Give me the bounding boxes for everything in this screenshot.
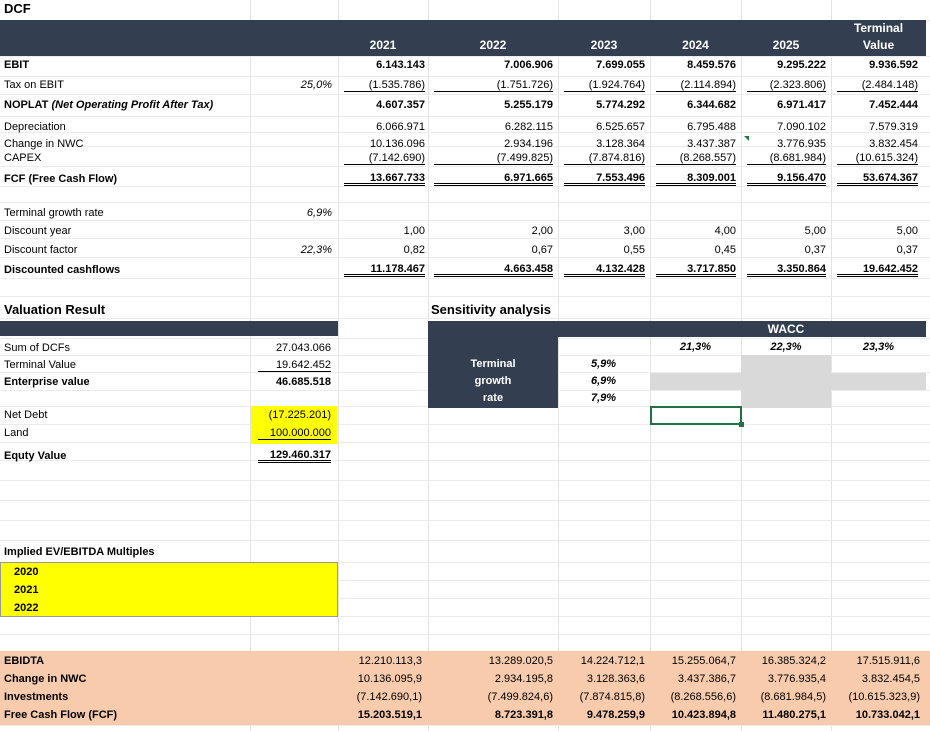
noplat-value-3[interactable]: 5.774.292 bbox=[596, 99, 645, 111]
ebit-value-1[interactable]: 6.143.143 bbox=[376, 59, 425, 71]
ebit-value-5[interactable]: 9.295.222 bbox=[777, 59, 826, 71]
ev-value[interactable]: 46.685.518 bbox=[275, 376, 331, 388]
fcf-table-cell[interactable]: 16.385.324,2 bbox=[761, 655, 826, 667]
gridline bbox=[0, 460, 930, 461]
wacc-value-3[interactable]: 23,3% bbox=[862, 341, 895, 353]
fill-handle[interactable] bbox=[739, 422, 744, 427]
discounted-value-3[interactable]: 4.132.428 bbox=[564, 263, 645, 277]
fcf-table-cell[interactable]: 12.210.113,3 bbox=[358, 655, 422, 667]
land-value[interactable]: 100.000.000 bbox=[258, 426, 331, 440]
capex-value-2[interactable]: (7.499.825) bbox=[434, 151, 553, 165]
discounted-value-6[interactable]: 19.642.452 bbox=[837, 263, 918, 277]
header-2023: 2023 bbox=[590, 38, 618, 52]
fcf-value-6[interactable]: 53.674.367 bbox=[837, 172, 918, 186]
discount-year-value-3[interactable]: 3,00 bbox=[623, 225, 645, 237]
gridline bbox=[0, 725, 930, 726]
discount-factor-value-1[interactable]: 0,82 bbox=[403, 244, 425, 256]
tax-value-1[interactable]: (1.535.786) bbox=[344, 78, 425, 92]
tgr-label: Terminal growth rate bbox=[4, 207, 104, 219]
tgr-label-line1: Terminal bbox=[470, 358, 516, 370]
gridline bbox=[0, 220, 930, 221]
gridline bbox=[558, 0, 559, 731]
discount-year-value-2[interactable]: 2,00 bbox=[531, 225, 553, 237]
sensitivity-header-bar bbox=[428, 321, 926, 337]
noplat-label bbox=[4, 98, 213, 112]
fcf-table-cell[interactable]: (7.142.690,1) bbox=[356, 691, 422, 703]
tax-value-3[interactable]: (1.924.764) bbox=[564, 78, 645, 92]
gridline bbox=[0, 94, 930, 95]
capex-value-4[interactable]: (8.268.557) bbox=[656, 151, 736, 165]
nwc-value-4[interactable]: 3.437.387 bbox=[687, 138, 736, 150]
discount-factor-value-3[interactable]: 0,55 bbox=[623, 244, 645, 256]
discounted-value-1[interactable]: 11.178.467 bbox=[344, 263, 425, 277]
header-2025: 2025 bbox=[772, 38, 800, 52]
fcf-table-cell[interactable]: (8.268.556,6) bbox=[670, 691, 736, 703]
selected-cell[interactable] bbox=[650, 406, 742, 425]
gridline bbox=[0, 166, 930, 167]
ebit-label: EBIT bbox=[4, 59, 30, 71]
ebit-value-2[interactable]: 7.006.906 bbox=[504, 59, 553, 71]
net-debt-value[interactable]: (17.225.201) bbox=[268, 409, 331, 421]
fcf-table-label-1: EBIDTA bbox=[4, 655, 45, 667]
depreciation-label: Depreciation bbox=[4, 121, 66, 133]
depreciation-value-5[interactable]: 7.090.102 bbox=[777, 121, 826, 133]
nwc-value-1[interactable]: 10.136.096 bbox=[369, 138, 425, 150]
fcf-table-label-4: Free Cash Flow (FCF) bbox=[4, 709, 118, 721]
gridline bbox=[0, 634, 930, 635]
nwc-value-6[interactable]: 3.832.454 bbox=[869, 138, 918, 150]
gridline bbox=[0, 202, 930, 203]
gridline bbox=[831, 0, 832, 731]
ebit-value-4[interactable]: 8.459.576 bbox=[687, 59, 736, 71]
tax-value-4[interactable]: (2.114.894) bbox=[656, 78, 736, 92]
tax-value-5[interactable]: (2.323.806) bbox=[747, 78, 826, 92]
tgr-label-line2: growth bbox=[474, 375, 512, 387]
valuation-title: Valuation Result bbox=[4, 302, 106, 317]
nwc-value-3[interactable]: 3.128.364 bbox=[596, 138, 645, 150]
header-value: Value bbox=[862, 38, 895, 52]
gridline bbox=[0, 424, 930, 425]
fcf-table-label-2: Change in NWC bbox=[4, 673, 87, 685]
header-2022: 2022 bbox=[479, 38, 507, 52]
discount-factor-label: Discount factor bbox=[4, 244, 78, 256]
sensitivity-title: Sensitivity analysis bbox=[431, 302, 551, 317]
gridline bbox=[0, 318, 930, 319]
discounted-value-2[interactable]: 4.663.458 bbox=[434, 263, 553, 277]
capex-value-1[interactable]: (7.142.690) bbox=[344, 151, 425, 165]
fcf-table-cell[interactable]: 11.480.275,1 bbox=[762, 709, 826, 721]
noplat-value-6[interactable]: 7.452.444 bbox=[869, 99, 918, 111]
multiples-box bbox=[0, 562, 338, 617]
gridline bbox=[0, 186, 930, 187]
multiples-year-1: 2020 bbox=[14, 566, 39, 578]
tgr-label-line3: rate bbox=[482, 392, 504, 404]
wacc-rate[interactable]: 22,3% bbox=[300, 244, 332, 256]
noplat-value-2[interactable]: 5.255.179 bbox=[504, 99, 553, 111]
discount-year-label: Discount year bbox=[4, 225, 72, 237]
noplat-value-1[interactable]: 4.607.357 bbox=[376, 99, 425, 111]
gridline bbox=[0, 500, 930, 501]
wacc-value-1[interactable]: 21,3% bbox=[679, 341, 712, 353]
multiples-year-2: 2021 bbox=[14, 584, 39, 596]
gridline bbox=[0, 540, 930, 541]
fcf-table-cell[interactable]: 14.224.712,1 bbox=[580, 655, 645, 667]
fcf-table-cell[interactable]: 15.255.064,7 bbox=[671, 655, 736, 667]
fcf-table-cell[interactable]: 9.478.259,9 bbox=[586, 709, 645, 721]
fcf-table-cell[interactable]: 8.723.391,8 bbox=[494, 709, 553, 721]
nwc-label: Change in NWC bbox=[4, 138, 84, 150]
fcf-table-cell[interactable]: 2.934.195,8 bbox=[494, 673, 553, 685]
header-terminal: Terminal bbox=[853, 21, 904, 35]
discount-factor-value-4[interactable]: 0,45 bbox=[714, 244, 736, 256]
fcf-table-cell[interactable]: 10.733.042,1 bbox=[855, 709, 920, 721]
tax-rate[interactable]: 25,0% bbox=[300, 79, 332, 91]
gridline bbox=[338, 0, 339, 731]
multiples-title: Implied EV/EBITDA Multiples bbox=[4, 546, 155, 558]
noplat-value-5[interactable]: 6.971.417 bbox=[777, 99, 826, 111]
growth-value-3[interactable]: 7,9% bbox=[591, 392, 617, 404]
fcf-label: FCF (Free Cash Flow) bbox=[4, 173, 118, 185]
depreciation-value-1[interactable]: 6.066.971 bbox=[376, 121, 425, 133]
discount-year-value-6[interactable]: 5,00 bbox=[896, 225, 918, 237]
discounted-value-4[interactable]: 3.717.850 bbox=[656, 263, 736, 277]
discount-factor-value-5[interactable]: 0,37 bbox=[804, 244, 826, 256]
sensitivity-grey-row bbox=[650, 373, 926, 390]
depreciation-value-3[interactable]: 6.525.657 bbox=[596, 121, 645, 133]
growth-value-1[interactable]: 5,9% bbox=[591, 358, 617, 370]
fcf-table-cell[interactable]: 3.437.386,7 bbox=[677, 673, 736, 685]
fcf-value-5[interactable]: 9.156.470 bbox=[747, 172, 826, 186]
capex-value-3[interactable]: (7.874.816) bbox=[564, 151, 645, 165]
tax-label: Tax on EBIT bbox=[4, 79, 64, 91]
depreciation-value-2[interactable]: 6.282.115 bbox=[504, 121, 553, 133]
discounted-value-5[interactable]: 3.350.864 bbox=[747, 263, 826, 277]
fcf-table-cell[interactable]: (7.874.815,8) bbox=[579, 691, 645, 703]
discounted-label: Discounted cashflows bbox=[4, 264, 121, 276]
gridline bbox=[0, 442, 930, 443]
capex-value-6[interactable]: (10.615.324) bbox=[837, 151, 918, 165]
equity-label: Equty Value bbox=[4, 450, 67, 462]
fcf-table-cell[interactable]: (7.499.824,6) bbox=[487, 691, 553, 703]
nwc-value-5[interactable]: 3.776.935 bbox=[777, 138, 826, 150]
header-2021: 2021 bbox=[369, 38, 397, 52]
ebit-value-3[interactable]: 7.699.055 bbox=[596, 59, 645, 71]
fcf-table-label-3: Investments bbox=[4, 691, 69, 703]
ebit-value-6[interactable]: 9.936.592 bbox=[869, 59, 918, 71]
discount-year-value-4[interactable]: 4,00 bbox=[714, 225, 736, 237]
gridline bbox=[0, 480, 930, 481]
wacc-value-2[interactable]: 22,3% bbox=[770, 341, 802, 353]
depreciation-value-4[interactable]: 6.795.488 bbox=[687, 121, 736, 133]
fcf-value-4[interactable]: 8.309.001 bbox=[656, 172, 736, 186]
gridline bbox=[250, 0, 251, 731]
fcf-table-cell[interactable]: 3.832.454,5 bbox=[861, 673, 920, 685]
gridline bbox=[0, 257, 930, 258]
nwc-value-2[interactable]: 2.934.196 bbox=[504, 138, 553, 150]
fcf-table-cell[interactable]: 10.423.894,8 bbox=[671, 709, 736, 721]
capex-label: CAPEX bbox=[4, 152, 42, 164]
multiples-year-3: 2022 bbox=[14, 602, 39, 614]
fcf-value-2[interactable]: 6.971.665 bbox=[434, 172, 553, 186]
terminal-value[interactable]: 19.642.452 bbox=[258, 358, 331, 372]
fcf-value-3[interactable]: 7.553.496 bbox=[564, 172, 645, 186]
gridline bbox=[650, 0, 651, 731]
fcf-table-cell[interactable]: 3.128.363,6 bbox=[586, 673, 645, 685]
fcf-table-cell[interactable]: (10.615.323,9) bbox=[848, 691, 920, 703]
fcf-table-cell[interactable]: 13.289.020,5 bbox=[488, 655, 553, 667]
gridline bbox=[0, 278, 930, 279]
gridline bbox=[0, 238, 930, 239]
equity-value[interactable]: 129.460.317 bbox=[258, 449, 331, 463]
dcf-title: DCF bbox=[4, 1, 31, 16]
wacc-label: WACC bbox=[767, 322, 805, 336]
valuation-header-bar bbox=[0, 321, 338, 336]
fcf-value-1[interactable]: 13.667.733 bbox=[344, 172, 425, 186]
noplat-label-text: NOPLAT bbox=[4, 99, 49, 111]
depreciation-value-6[interactable]: 7.579.319 bbox=[869, 121, 918, 133]
discount-year-value-1[interactable]: 1,00 bbox=[403, 225, 425, 237]
header-2024: 2024 bbox=[682, 38, 709, 52]
gridline bbox=[0, 76, 930, 77]
growth-value-2[interactable]: 6,9% bbox=[591, 375, 617, 387]
discount-factor-value-6[interactable]: 0,37 bbox=[896, 244, 918, 256]
fcf-table-cell[interactable]: 17.515.911,6 bbox=[856, 655, 920, 667]
discount-year-value-5[interactable]: 5,00 bbox=[804, 225, 826, 237]
sum-dcfs-label: Sum of DCFs bbox=[4, 342, 71, 354]
gridline bbox=[0, 520, 930, 521]
fcf-table-cell[interactable]: 10.136.095,9 bbox=[357, 673, 422, 685]
ev-label: Enterprise value bbox=[4, 376, 90, 388]
capex-value-5[interactable]: (8.681.984) bbox=[747, 151, 826, 165]
noplat-value-4[interactable]: 6.344.682 bbox=[687, 99, 736, 111]
terminal-value-label: Terminal Value bbox=[4, 359, 76, 371]
tgr-value[interactable]: 6,9% bbox=[306, 207, 332, 219]
land-label: Land bbox=[4, 427, 29, 439]
comment-indicator-icon bbox=[744, 136, 749, 141]
gridline bbox=[0, 56, 930, 57]
gridline bbox=[0, 116, 930, 117]
fcf-table-cell[interactable]: 3.776.935,4 bbox=[767, 673, 826, 685]
sum-dcfs-value[interactable]: 27.043.066 bbox=[275, 342, 331, 354]
noplat-label-note: (Net Operating Profit After Tax) bbox=[51, 99, 214, 111]
gridline bbox=[0, 296, 930, 297]
tax-value-2[interactable]: (1.751.726) bbox=[434, 78, 553, 92]
fcf-table-cell[interactable]: (8.681.984,5) bbox=[760, 691, 826, 703]
dcf-header-left bbox=[0, 20, 338, 56]
tax-value-6[interactable]: (2.484.148) bbox=[837, 78, 918, 92]
fcf-table-cell[interactable]: 15.203.519,1 bbox=[357, 709, 422, 721]
net-debt-label: Net Debt bbox=[4, 409, 48, 421]
discount-factor-value-2[interactable]: 0,67 bbox=[531, 244, 553, 256]
